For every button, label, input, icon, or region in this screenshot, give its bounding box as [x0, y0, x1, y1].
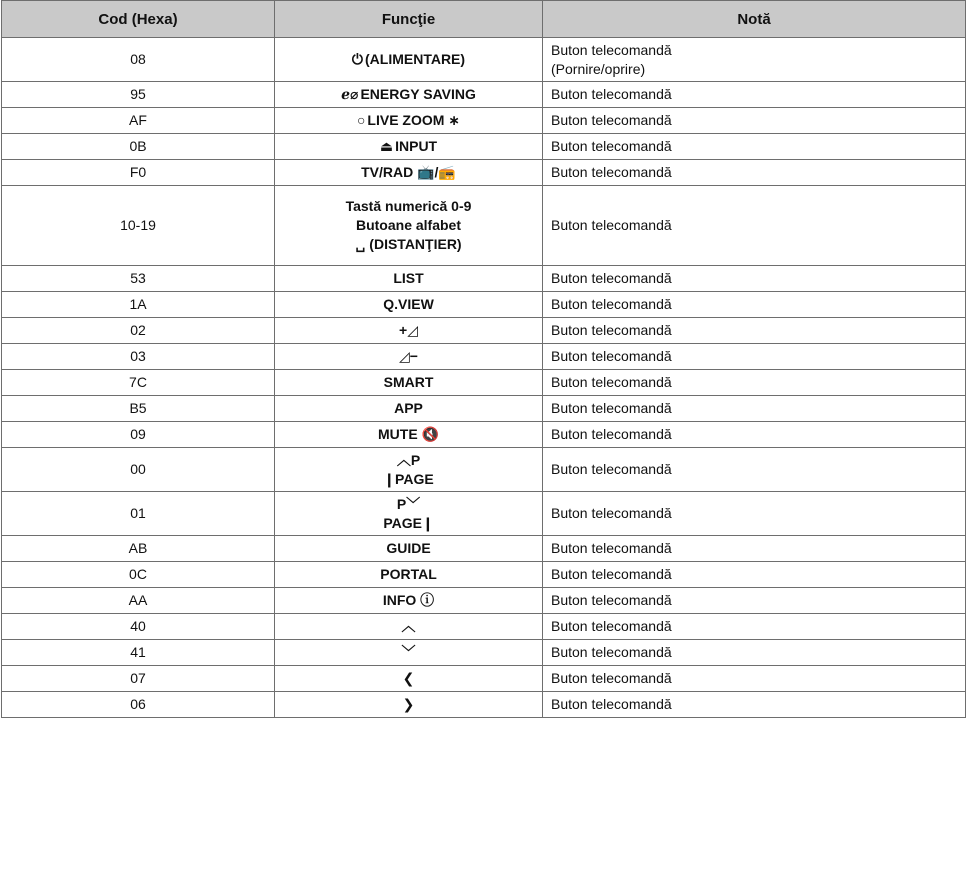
table-row [2, 292, 966, 318]
note-cell: Buton telecomandă [543, 186, 966, 266]
function-label: ENERGY SAVING [360, 86, 476, 102]
function-cell [275, 38, 543, 82]
note-cell: Buton telecomandă [543, 492, 966, 536]
note-cell: Buton telecomandă [543, 318, 966, 344]
down-arrow-icon: ﹀ [275, 640, 543, 666]
note-cell: Buton telecomandă [543, 562, 966, 588]
code-cell: 7C [2, 370, 275, 396]
note-cell: Buton telecomandă [543, 536, 966, 562]
note-cell: Buton telecomandă [543, 370, 966, 396]
note-cell: Buton telecomandă [543, 396, 966, 422]
function-label: (ALIMENTARE) [365, 51, 466, 67]
table-row [2, 318, 966, 344]
note-cell: Buton telecomandă [543, 448, 966, 492]
left-arrow-icon: ❮ [275, 666, 543, 692]
function-line: ❙PAGE [383, 470, 434, 487]
note-cell: Buton telecomandă [543, 422, 966, 448]
table-row [2, 186, 966, 266]
table-row [2, 666, 966, 692]
table-row [2, 536, 966, 562]
table-row [2, 266, 966, 292]
table-row [2, 82, 966, 108]
note-cell: Buton telecomandă [543, 292, 966, 318]
code-cell: AB [2, 536, 275, 562]
function-cell: SMART [275, 370, 543, 396]
up-arrow-icon: ︿ [275, 614, 543, 640]
code-cell: 41 [2, 640, 275, 666]
function-cell [275, 186, 543, 266]
code-cell: 10-19 [2, 186, 275, 266]
code-cell: 09 [2, 422, 275, 448]
table-row [2, 562, 966, 588]
table-row [2, 134, 966, 160]
function-cell: INFO ⓘ [275, 588, 543, 614]
function-line: PAGE❙ [383, 514, 434, 531]
code-cell: 53 [2, 266, 275, 292]
code-cell: 00 [2, 448, 275, 492]
note-cell: Buton telecomandă [543, 344, 966, 370]
table-row [2, 422, 966, 448]
function-line: Butoane alfabet [355, 217, 461, 233]
note-cell: Buton telecomandă [543, 266, 966, 292]
power-icon: ⏻ [351, 51, 363, 67]
header-code: Cod (Hexa) [2, 1, 275, 38]
table-row [2, 108, 966, 134]
header-note: Notă [543, 1, 966, 38]
note-cell: Buton telecomandă [543, 588, 966, 614]
live-zoom-icon: ○ [356, 112, 366, 128]
energy-saving-icon: ℯ⌀ [341, 86, 359, 102]
note-cell: Buton telecomandă [543, 640, 966, 666]
function-cell [275, 448, 543, 492]
function-cell [275, 82, 543, 108]
function-line: ␣ (DISTANŢIER) [355, 236, 462, 252]
right-arrow-icon: ❯ [275, 692, 543, 718]
code-cell: F0 [2, 160, 275, 186]
code-cell: 02 [2, 318, 275, 344]
function-cell [275, 492, 543, 536]
table-row [2, 160, 966, 186]
table-row [2, 344, 966, 370]
function-cell: LIST [275, 266, 543, 292]
code-cell: 0C [2, 562, 275, 588]
code-cell: AA [2, 588, 275, 614]
input-icon: ⏏ [379, 138, 394, 154]
function-cell [275, 134, 543, 160]
code-cell: 06 [2, 692, 275, 718]
table-row [2, 396, 966, 422]
note-line: (Pornire/oprire) [551, 60, 646, 77]
table-row [2, 448, 966, 492]
function-cell: GUIDE [275, 536, 543, 562]
note-cell: Buton telecomandă [543, 692, 966, 718]
note-cell: Buton telecomandă [543, 108, 966, 134]
function-label: LIVE ZOOM ∗ [367, 112, 461, 128]
code-cell: 03 [2, 344, 275, 370]
note-cell: Buton telecomandă [543, 134, 966, 160]
code-cell: AF [2, 108, 275, 134]
volume-down-function-cell: ◿− [275, 344, 543, 370]
code-cell: 01 [2, 492, 275, 536]
table-header-row [2, 1, 966, 38]
table-row [2, 614, 966, 640]
table-row [2, 588, 966, 614]
table-row [2, 692, 966, 718]
function-cell: APP [275, 396, 543, 422]
function-cell: Q.VIEW [275, 292, 543, 318]
remote-codes-table [1, 0, 966, 718]
code-cell: 95 [2, 82, 275, 108]
function-line: P﹀ [396, 495, 421, 512]
table-row [2, 492, 966, 536]
function-label: INPUT [395, 138, 438, 154]
table-row [2, 38, 966, 82]
code-cell: 1A [2, 292, 275, 318]
header-function: Funcţie [275, 1, 543, 38]
note-cell: Buton telecomandă [543, 666, 966, 692]
code-cell: 08 [2, 38, 275, 82]
function-line: ︿P [396, 451, 421, 468]
function-cell: MUTE 🔇 [275, 422, 543, 448]
note-line: Buton telecomandă [551, 41, 672, 58]
note-cell: Buton telecomandă [543, 160, 966, 186]
function-cell [275, 108, 543, 134]
function-cell: TV/RAD 📺/📻 [275, 160, 543, 186]
note-cell [543, 38, 966, 82]
table-row [2, 370, 966, 396]
note-cell: Buton telecomandă [543, 82, 966, 108]
note-cell: Buton telecomandă [543, 614, 966, 640]
volume-up-function-cell: +◿ [275, 318, 543, 344]
table-row [2, 640, 966, 666]
code-cell: 07 [2, 666, 275, 692]
function-cell: PORTAL [275, 562, 543, 588]
code-cell: B5 [2, 396, 275, 422]
code-cell: 40 [2, 614, 275, 640]
function-line: Tastă numerică 0-9 [345, 198, 472, 214]
code-cell: 0B [2, 134, 275, 160]
